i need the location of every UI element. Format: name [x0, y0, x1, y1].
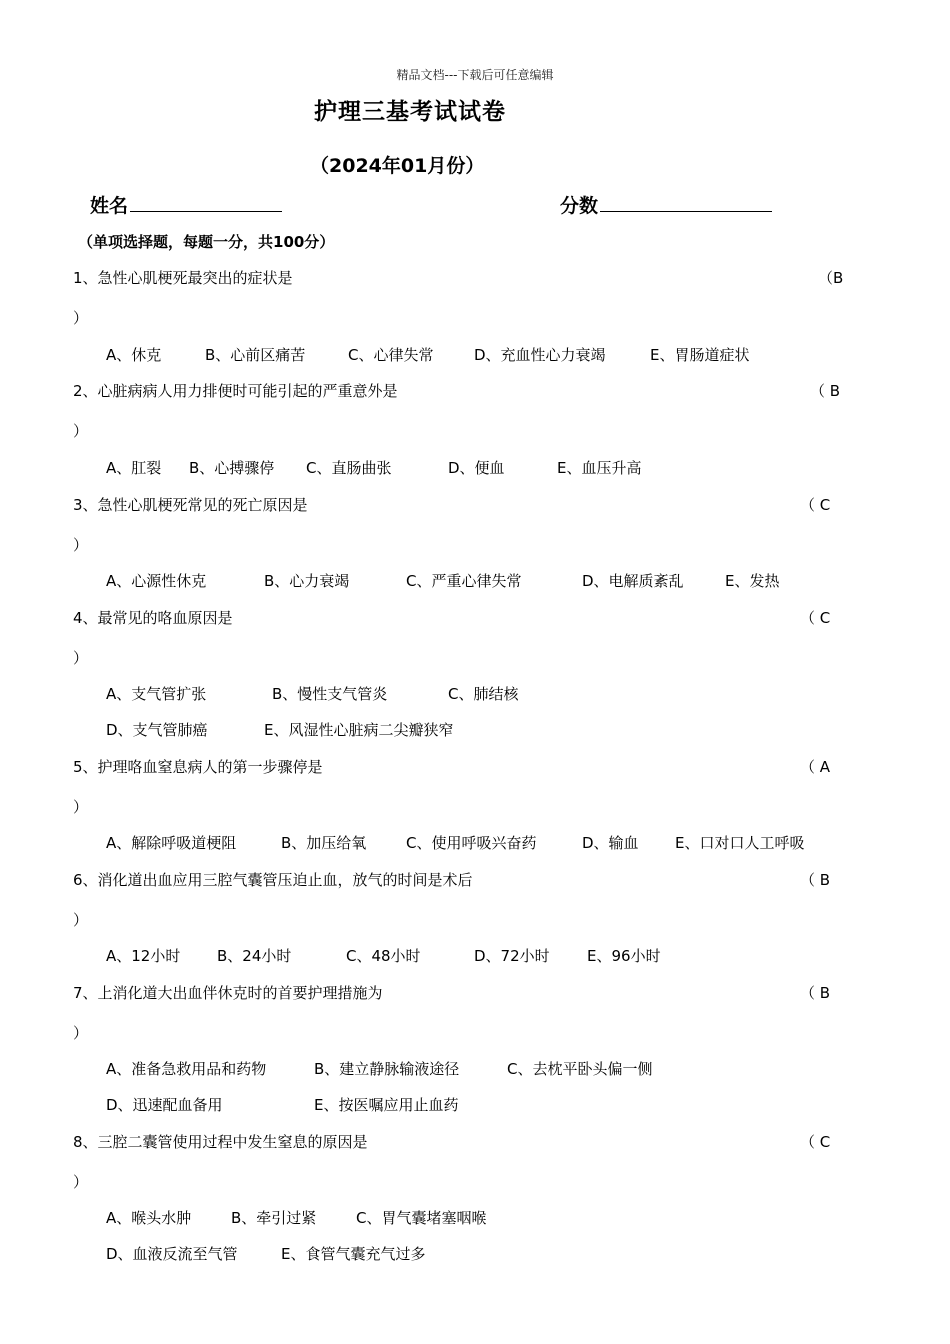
question-4-option-d: D、支气管肺癌	[106, 721, 208, 739]
question-2-option-e: E、血压升高	[557, 459, 642, 477]
question-8-stem: 8、三腔二囊管使用过程中发生窒息的原因是	[73, 1133, 368, 1151]
question-3-stem: 3、急性心肌梗死常见的死亡原因是	[73, 496, 308, 514]
question-3-option-b: B、心力衰竭	[264, 572, 350, 590]
question-4-option-b: B、慢性支气管炎	[272, 685, 388, 703]
question-8-option-d: D、血液反流至气管	[106, 1245, 238, 1263]
question-1-stem: 1、急性心肌梗死最突出的症状是	[73, 269, 293, 287]
question-7-option-a: A、准备急救用品和药物	[106, 1060, 267, 1078]
question-6-close-paren: ）	[73, 911, 89, 929]
question-1-answer: （B	[818, 269, 844, 287]
question-5-option-c: C、使用呼吸兴奋药	[406, 834, 537, 852]
question-4-close-paren: ）	[73, 649, 89, 667]
question-5-close-paren: ）	[73, 798, 89, 816]
question-7-option-d: D、迅速配血备用	[106, 1096, 223, 1114]
question-3-option-e: E、发热	[725, 572, 780, 590]
question-2-close-paren: ）	[73, 422, 89, 440]
question-8-answer: （ C	[800, 1133, 831, 1151]
question-2-option-a: A、肛裂	[106, 459, 162, 477]
question-6-stem: 6、消化道出血应用三腔气囊管压迫止血，放气的时间是术后	[73, 871, 473, 889]
question-3-close-paren: ）	[73, 536, 89, 554]
question-8-option-c: C、胃气囊堵塞咽喉	[356, 1209, 487, 1227]
question-2-option-b: B、心搏骤停	[189, 459, 275, 477]
question-4-answer: （ C	[800, 609, 831, 627]
question-6-option-c: C、48小时	[346, 947, 421, 965]
question-5-option-b: B、加压给氧	[281, 834, 367, 852]
instructions: （单项选择题，每题一分，共100分）	[78, 233, 335, 251]
question-2-option-c: C、直肠曲张	[306, 459, 392, 477]
exam-date: （2024年01月份）	[310, 155, 485, 177]
question-8-option-b: B、牵引过紧	[231, 1209, 317, 1227]
question-7-stem: 7、上消化道大出血伴休克时的首要护理措施为	[73, 984, 383, 1002]
question-6-answer: （ B	[800, 871, 831, 889]
question-5-answer: （ A	[800, 758, 831, 776]
score-label: 分数	[560, 195, 599, 217]
question-6-option-d: D、72小时	[474, 947, 550, 965]
question-5-option-e: E、口对口人工呼吸	[675, 834, 805, 852]
question-7-option-b: B、建立静脉输液途径	[314, 1060, 460, 1078]
question-7-answer: （ B	[800, 984, 831, 1002]
question-1-option-d: D、充血性心力衰竭	[474, 346, 606, 364]
question-7-option-e: E、按医嘱应用止血药	[314, 1096, 459, 1114]
question-5-option-d: D、输血	[582, 834, 639, 852]
question-6-option-e: E、96小时	[587, 947, 661, 965]
question-7-close-paren: ）	[73, 1024, 89, 1042]
question-1-close-paren: ）	[73, 309, 89, 327]
question-8-option-a: A、喉头水肿	[106, 1209, 192, 1227]
question-5-stem: 5、护理咯血窒息病人的第一步骤停是	[73, 758, 323, 776]
question-1-option-c: C、心律失常	[348, 346, 434, 364]
question-2-stem: 2、心脏病病人用力排便时可能引起的严重意外是	[73, 382, 398, 400]
question-8-close-paren: ）	[73, 1173, 89, 1191]
question-3-option-d: D、电解质紊乱	[582, 572, 684, 590]
question-1-option-a: A、休克	[106, 346, 162, 364]
question-3-option-c: C、严重心律失常	[406, 572, 522, 590]
question-4-stem: 4、最常见的咯血原因是	[73, 609, 233, 627]
question-3-option-a: A、心源性休克	[106, 572, 207, 590]
question-4-option-e: E、风湿性心脏病二尖瓣狭窄	[264, 721, 454, 739]
watermark: 精品文档---下载后可任意编辑	[396, 68, 554, 82]
question-5-option-a: A、解除呼吸道梗阻	[106, 834, 237, 852]
page-title: 护理三基考试试卷	[314, 99, 506, 125]
question-2-option-d: D、便血	[448, 459, 505, 477]
question-4-option-c: C、肺结核	[448, 685, 519, 703]
question-7-option-c: C、去枕平卧头偏一侧	[507, 1060, 653, 1078]
question-4-option-a: A、支气管扩张	[106, 685, 207, 703]
question-6-option-a: A、12小时	[106, 947, 181, 965]
score-blank[interactable]	[600, 193, 772, 212]
question-1-option-b: B、心前区痛苦	[205, 346, 306, 364]
question-3-answer: （ C	[800, 496, 831, 514]
name-label: 姓名	[90, 195, 129, 217]
score-field	[560, 191, 772, 218]
name-blank[interactable]	[130, 193, 282, 212]
question-2-answer: （ B	[810, 382, 841, 400]
question-6-option-b: B、24小时	[217, 947, 292, 965]
question-8-option-e: E、食管气囊充气过多	[281, 1245, 426, 1263]
name-field	[90, 191, 282, 218]
question-1-option-e: E、胃肠道症状	[650, 346, 750, 364]
